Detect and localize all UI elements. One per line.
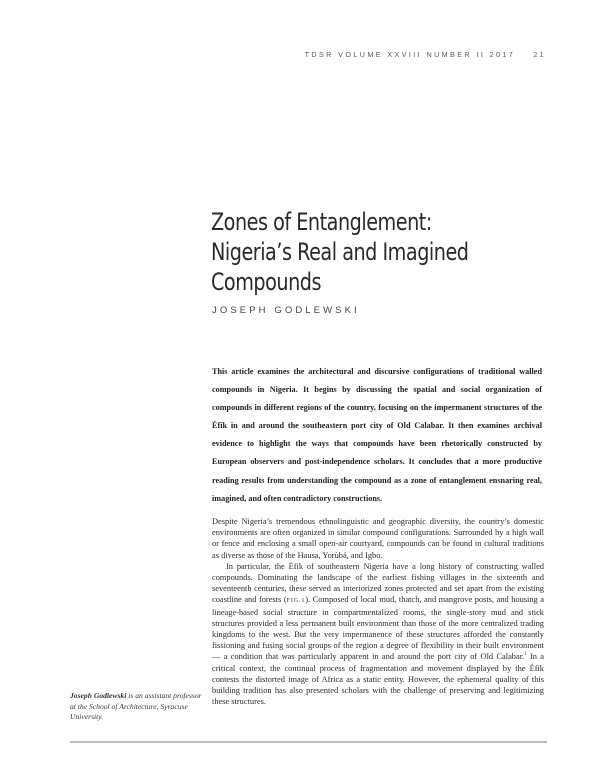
author-bio xyxy=(70,691,208,723)
body-paragraph-2-part-c: In a critical context, the continual process of fragmentation and movement displayed by the Éfik contests the distorted image of Africa as a static entity. However, the ephemeral quality of this building tradition has also presented scholars with the challenge of preserving and legitimizing these structures. xyxy=(212,652,544,707)
footer-rule xyxy=(70,741,547,743)
page-number: 21 xyxy=(533,50,546,59)
author-bio-name: Joseph Godlewski xyxy=(70,691,127,700)
author-bio-text: is an assistant professor at the School of Architecture, Syracuse University. xyxy=(70,691,202,721)
article-abstract: This article examines the architectural and discursive configurations of traditional walled compounds in Nigeria. It begins by discussing the spatial and social organization of compounds in different regions of the country, focusing on the impermanent structures of the Éfik in and around the southeastern port city of Old Calabar. It then examines archival evidence to highlight the ways that compounds have been rhetorically constructed by European observers and post-independence scholars. It concludes that a more productive reading results from understanding the compound as a zone of entanglement ensnaring real, imagined, and often contradictory constructions. xyxy=(212,367,542,503)
body-paragraph-2-part-a: In particular, the Éfik of southeastern Nigeria have a long history of constructing walled compounds. Dominating the landscape of the earliest fishing villages in the sixteenth and seventeenth centuries, these served as interiorized zones protected and set apart from the existing coastline and forests ( xyxy=(212,561,544,605)
body-paragraph-2-part-b: ). Composed of local mud, thatch, and mangrove posts, and housing a lineage-based social structure in compartmentalized rooms, the single-story mud and stick structures provided a less permanent built environment than those of the more centralized trading kingdoms to the west. But the very impermanence of these structures afforded the constantly fissioning and fusing social groups of the region a degree of flexibility in their built environment — a condition that was particularly apparent in and around the port city of Old Calabar. xyxy=(212,595,544,662)
article-author: JOSEPH GODLEWSKI xyxy=(212,305,360,316)
body-paragraph-2 xyxy=(212,561,544,708)
running-head-text: TDSR VOLUME XXVIII NUMBER II 2017 xyxy=(304,50,516,59)
body-paragraph-1: Despite Nigeria’s tremendous ethnolinguistic and geographic diversity, the country’s domestic environments are often organized in similar compound configurations. Surrounded by a high wall or fence and enclosing a small open-air courtyard, compounds can be found in cultural traditions as diverse as those of the Hausa, Yorùbá, and Igbo. xyxy=(212,517,544,560)
figure-reference[interactable]: FIG.1 xyxy=(286,597,306,605)
running-header xyxy=(305,50,546,59)
article-body xyxy=(212,516,544,707)
footnote-mark[interactable]: 1 xyxy=(524,652,527,658)
article-title: Zones of Entanglement: Nigeria’s Real and Imagined Compounds xyxy=(211,208,469,296)
